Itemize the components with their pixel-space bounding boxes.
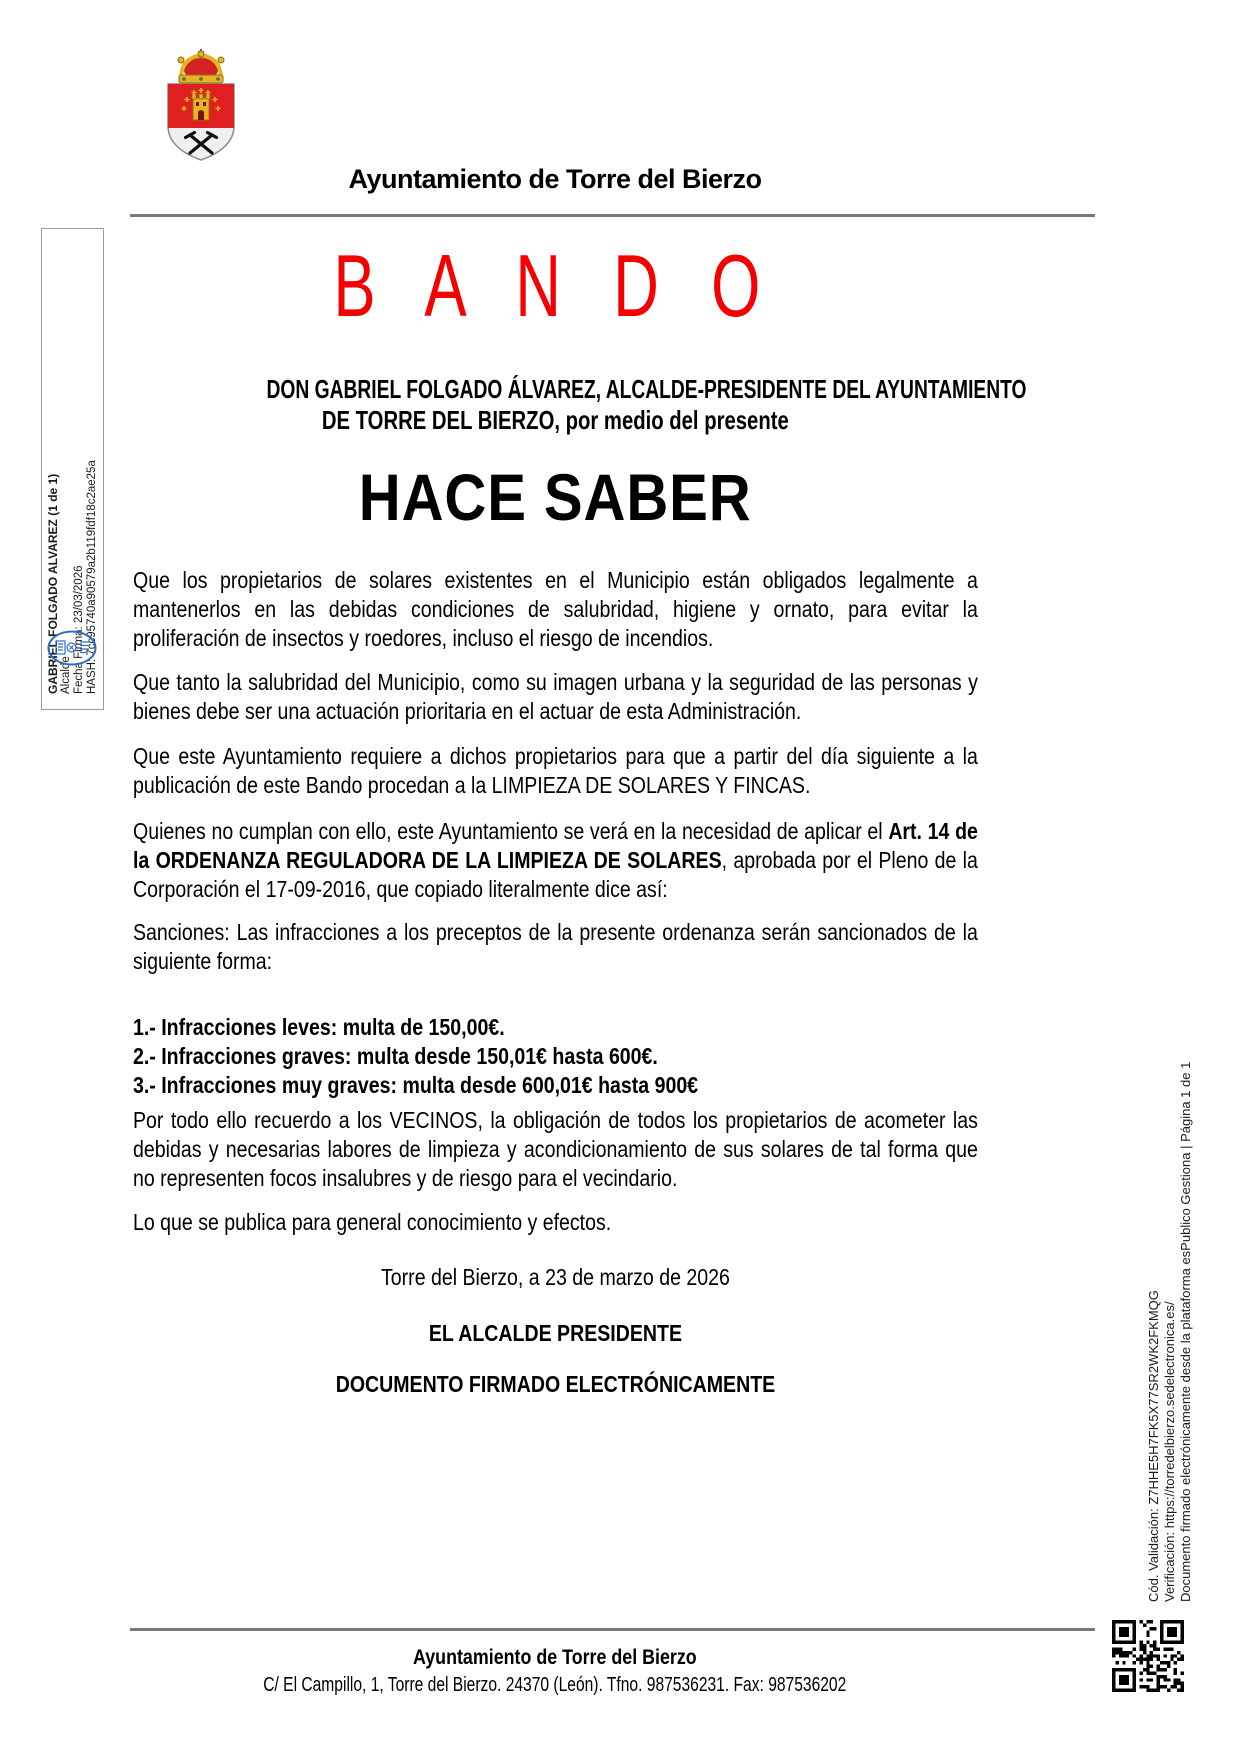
validation-sidebar xyxy=(1146,982,1194,1602)
signature-details xyxy=(47,234,99,694)
platform-note: Documento firmado electrónicamente desde la plataforma esPublico Gestiona | Página 1 de 1 xyxy=(1178,1061,1193,1602)
bando-title: B A N D O xyxy=(333,236,778,335)
signer-name: GABRIEL FOLGADO ALVAREZ (1 de 1) xyxy=(46,473,60,694)
footer-entity-name: Ayuntamiento de Torre del Bierzo xyxy=(413,1646,697,1669)
footer-divider xyxy=(130,1628,1095,1631)
signer-role: Alcalde xyxy=(60,656,72,694)
paragraph-obligation: Que los propietarios de solares existentes en el Municipio están obligados legalmente a mantenerlos en las debidas condiciones de salubridad, higiene y ornato, para evitar la proliferación de insectos y roedores, incluso el riesgo de incendios. xyxy=(133,567,978,651)
sanction-item-1: 1.- Infracciones leves: multa de 150,00€. xyxy=(133,1014,505,1040)
qr-code-icon xyxy=(1112,1620,1184,1692)
signature-date: Fecha Firma: 23/03/2026 xyxy=(73,565,85,694)
document-body xyxy=(133,220,1027,1399)
signoff-signed: DOCUMENTO FIRMADO ELECTRÓNICAMENTE xyxy=(335,1371,776,1397)
header-divider xyxy=(130,214,1095,217)
paragraph-sanctions-intro: Sanciones: Las infracciones a los preceptos de la presente ordenanza serán sancionados de la siguiente forma: xyxy=(133,919,978,974)
verification-url: Verificación: https://torredelbierzo.sedelectronica.es/ xyxy=(1162,1301,1177,1602)
page-title: Ayuntamiento de Torre del Bierzo xyxy=(348,164,762,194)
sanction-item-2: 2.- Infracciones graves: multa desde 150,01€ hasta 600€. xyxy=(133,1043,658,1069)
paragraph-publication: Lo que se publica para general conocimiento y efectos. xyxy=(133,1209,612,1235)
intro-line-1: DON GABRIEL FOLGADO ÁLVAREZ, ALCALDE-PRESIDENTE DEL AYUNTAMIENTO xyxy=(266,374,1027,404)
dateline: Torre del Bierzo, a 23 de marzo de 2026 xyxy=(381,1264,730,1290)
castle xyxy=(192,94,210,120)
intro-line-2: DE TORRE DEL BIERZO, por medio del presente xyxy=(322,405,789,435)
paragraph-ordinance: Quienes no cumplan con ello, este Ayuntamiento se verá en la necesidad de aplicar el Art. 14 de la ORDENANZA REGULADORA DE LA LIMPIEZA DE SOLARES, aprobada por el Pleno de la Corporación el 17-09-2016, que copiado literalmente dice así: xyxy=(133,818,978,902)
hace-saber-title: HACE SABER xyxy=(359,460,752,534)
paragraph-requirement: Que este Ayuntamiento requiere a dichos propietarios para que a partir del día siguiente a la publicación de este Bando procedan a la LIMPIEZA DE SOLARES Y FINCAS. xyxy=(133,743,978,798)
signature-stamp-icon xyxy=(46,629,98,667)
validation-code: Cód. Validación: Z7HHE5H7FK5X77SR2WK2FKMQG xyxy=(1146,1290,1161,1602)
paragraph-salubrity: Que tanto la salubridad del Municipio, como su imagen urbana y la seguridad de las personas y bienes debe ser una actuación prioritaria en el actuar de esta Administración. xyxy=(133,669,978,724)
body-text xyxy=(133,566,978,1399)
signoff-role: EL ALCALDE PRESIDENTE xyxy=(428,1320,682,1346)
signature-hash: HASH: 7cc95740a90579a2b119fdf18c2ae25a xyxy=(86,460,98,694)
intro-statement xyxy=(133,374,1027,436)
municipal-crest-icon xyxy=(162,46,240,162)
crown xyxy=(178,49,224,83)
footer-address: C/ El Campillo, 1, Torre del Bierzo. 24370 (León). Tfno. 987536231. Fax: 987536202 xyxy=(263,1674,847,1696)
ordinance-reference: Art. 14 de la ORDENANZA REGULADORA DE LA LIMPIEZA DE SOLARES xyxy=(133,818,978,873)
sanction-item-3: 3.- Infracciones muy graves: multa desde 600,01€ hasta 900€ xyxy=(133,1072,699,1098)
paragraph-reminder: Por todo ello recuerdo a los VECINOS, la obligación de todos los propietarios de acometer las debidas y necesarias labores de limpieza y acondicionamiento de sus solares de tal forma que no representen focos insalubres y de riesgo para el vecindario. xyxy=(133,1107,978,1191)
